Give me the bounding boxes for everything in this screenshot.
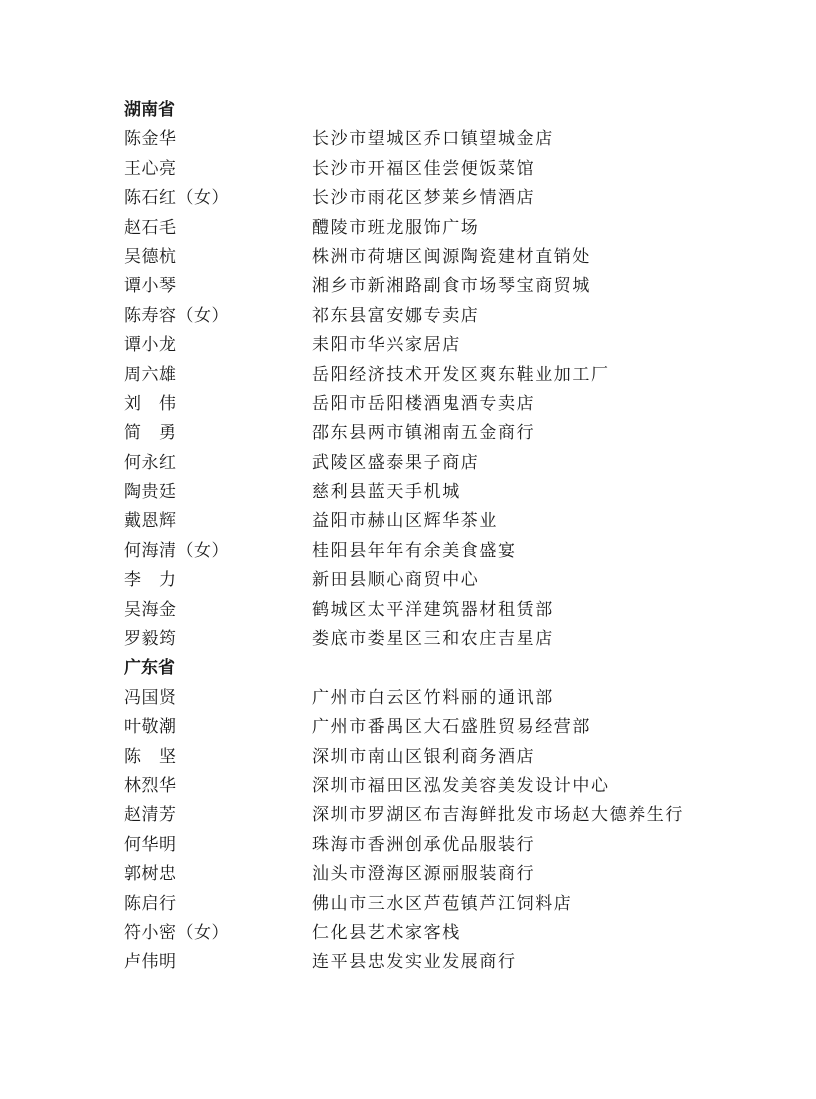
person-name: 叶敬潮 [124,717,177,738]
person-name: 李 力 [124,570,177,591]
workplace: 珠海市香洲创承优品服装行 [312,834,536,855]
workplace: 岳阳市岳阳楼酒鬼酒专卖店 [312,393,536,414]
workplace: 祁东县富安娜专卖店 [312,305,480,326]
person-name: 何华明 [124,834,177,855]
person-name: 吴德杭 [124,246,177,267]
workplace: 深圳市南山区银利商务酒店 [312,746,536,767]
list-item [124,625,744,654]
person-name: 简 勇 [124,423,177,444]
person-name: 陶贵廷 [124,482,177,503]
workplace: 武陵区盛泰果子商店 [312,452,480,473]
list-item [124,449,744,478]
list-item [124,478,744,507]
person-name: 林烈华 [124,775,177,796]
list-item [124,125,744,154]
person-name: 周六雄 [124,364,177,385]
workplace: 醴陵市班龙服饰广场 [312,217,480,238]
person-name: 何永红 [124,452,177,473]
person-name: 卢伟明 [124,952,177,973]
workplace: 佛山市三水区芦苞镇芦江饲料店 [312,893,573,914]
person-name: 陈启行 [124,893,177,914]
workplace: 长沙市望城区乔口镇望城金店 [312,129,554,150]
workplace: 益阳市赫山区辉华茶业 [312,511,498,532]
list-item [124,184,744,213]
person-name: 冯国贤 [124,687,177,708]
list-item [124,831,744,860]
workplace: 耒阳市华兴家居店 [312,335,461,356]
awardee-list [124,96,744,978]
workplace: 株洲市荷塘区闽源陶瓷建材直销处 [312,246,591,267]
workplace: 广州市白云区竹料丽的通讯部 [312,687,554,708]
workplace: 邵东县两市镇湘南五金商行 [312,423,536,444]
list-item [124,713,744,742]
list-item [124,860,744,889]
person-name: 陈寿容（女） [124,305,229,326]
person-name: 罗毅筠 [124,629,177,650]
workplace: 连平县忠发实业发展商行 [312,952,517,973]
list-item [124,890,744,919]
workplace: 娄底市娄星区三和农庄吉星店 [312,629,554,650]
workplace: 汕头市澄海区源丽服装商行 [312,864,536,885]
province-heading-guangdong: 广东省 [124,658,175,679]
workplace: 桂阳县年年有余美食盛宴 [312,540,517,561]
list-item [124,684,744,713]
person-name: 符小密（女） [124,922,229,943]
person-name: 王心亮 [124,158,177,179]
person-name: 陈石红（女） [124,188,229,209]
workplace: 湘乡市新湘路副食市场琴宝商贸城 [312,276,591,297]
workplace: 慈利县蓝天手机城 [312,482,461,503]
person-name: 赵清芳 [124,805,177,826]
list-item [124,272,744,301]
list-item [124,919,744,948]
list-item [124,772,744,801]
workplace: 深圳市罗湖区布吉海鲜批发市场赵大德养生行 [312,805,684,826]
person-name: 戴恩辉 [124,511,177,532]
list-item [124,390,744,419]
workplace: 新田县顺心商贸中心 [312,570,480,591]
workplace: 仁化县艺术家客栈 [312,922,461,943]
workplace: 长沙市雨花区梦莱乡情酒店 [312,188,536,209]
person-name: 谭小龙 [124,335,177,356]
list-item [124,155,744,184]
workplace: 长沙市开福区佳尝便饭菜馆 [312,158,536,179]
person-name: 吴海金 [124,599,177,620]
list-item [124,331,744,360]
person-name: 陈 坚 [124,746,177,767]
person-name: 何海清（女） [124,540,229,561]
person-name: 陈金华 [124,129,177,150]
list-item [124,948,744,977]
workplace: 岳阳经济技术开发区爽东鞋业加工厂 [312,364,610,385]
person-name: 谭小琴 [124,276,177,297]
workplace: 广州市番禺区大石盛胜贸易经营部 [312,717,591,738]
list-item [124,566,744,595]
workplace: 鹤城区太平洋建筑器材租赁部 [312,599,554,620]
list-item [124,214,744,243]
list-item [124,537,744,566]
list-item [124,596,744,625]
workplace: 深圳市福田区泓发美容美发设计中心 [312,775,610,796]
list-item [124,243,744,272]
province-heading-hunan: 湖南省 [124,100,175,120]
list-item [124,801,744,830]
list-item [124,419,744,448]
list-item [124,743,744,772]
person-name: 刘 伟 [124,393,177,414]
list-item [124,302,744,331]
person-name: 郭树忠 [124,864,177,885]
list-item [124,507,744,536]
person-name: 赵石毛 [124,217,177,238]
list-item [124,361,744,390]
